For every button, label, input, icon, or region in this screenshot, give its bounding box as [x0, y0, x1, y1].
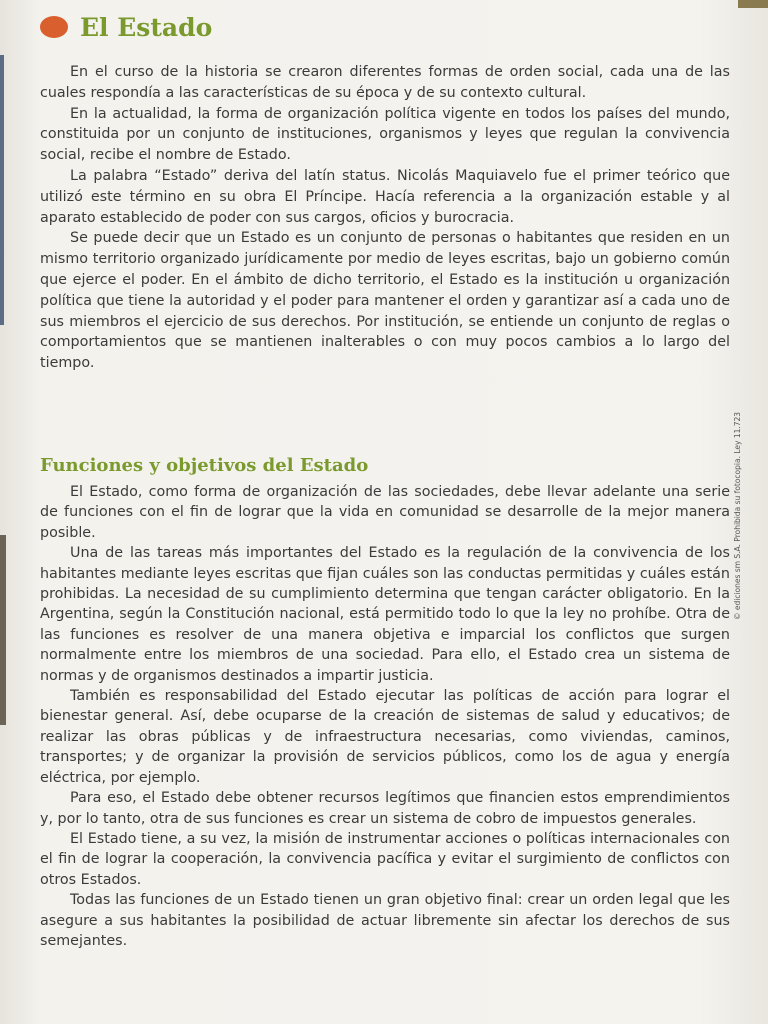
bullet-icon [40, 16, 68, 38]
title-row [40, 12, 212, 42]
background-corner [738, 0, 768, 8]
background-edge-left-top [0, 55, 4, 325]
section-paragraph: El Estado, como forma de organización de las sociedades, debe llevar adelante una serie de funciones con el fin de lograr que la vida en comunidad se desarrolle de la mejor manera posible. [40, 484, 730, 541]
section-paragraph: Una de las tareas más importantes del Estado es la regulación de la convivencia de los habitantes mediante leyes escritas que fijan cuáles son las conductas permitidas y cuáles están prohibidas. La necesidad de su cumplimiento determina que tengan carácter obligatorio. En la Argentina, según la Constitución nacional, está permitido todo lo que la ley no prohíbe. Otra de las funciones es resolver de una manera objetiva e imparcial los conflictos que surgen normalmente entre los miembros de una sociedad. Para ello, el Estado crea un sistema de normas y de organismos destinados a impartir justicia. [40, 545, 730, 684]
intro-paragraph: En la actualidad, la forma de organización política vigente en todos los países del mundo, constituida por un conjunto de instituciones, organismos y leyes que regulan la convivencia social, recibe el nombre de Estado. [40, 105, 730, 164]
section-paragraph: El Estado tiene, a su vez, la misión de instrumentar acciones o políticas internacionales con el fin de lograr la cooperación, la convivencia pacífica y evitar el surgimiento de conflictos con otros Estados. [40, 830, 730, 888]
intro-text [40, 62, 730, 374]
section-paragraph: También es responsabilidad del Estado ejecutar las políticas de acción para lograr el bienestar general. Así, debe ocuparse de la creación de sistemas de salud y educativos; de realizar las obras públicas y de infraestructura necesarias, como viviendas, caminos, transportes; y de organizar la provisión de servicios públicos, como los de agua y energía eléctrica, por ejemplo. [40, 688, 730, 786]
intro-paragraph: La palabra “Estado” deriva del latín status. Nicolás Maquiavelo fue el primer teórico que utilizó este término en su obra El Príncipe. Hacía referencia a la organización estable y al aparato establecido de poder con sus cargos, oficios y burocracia. [40, 167, 730, 226]
copyright-note: © ediciones sm S.A. Prohibida su fotocopia. Ley 11.723 [733, 411, 742, 620]
section-text [40, 482, 730, 951]
intro-paragraph: En el curso de la historia se crearon diferentes formas de orden social, cada una de las cuales respondía a las características de su época y de su contexto cultural. [40, 64, 730, 101]
intro-paragraph: Se puede decir que un Estado es un conjunto de personas o habitantes que residen en un mismo territorio organizado jurídicamente por medio de leyes escritas, bajo un gobierno común que ejerce el poder. En el ámbito de dicho territorio, el Estado es la institución u organización política que tiene la autoridad y el poder para mantener el orden y garantizar así a cada uno de sus miembros el ejercicio de sus derechos. Por institución, se entiende un conjunto de reglas o comportamientos que se mantienen inalterables o con muy pocos cambios a lo largo del tiempo. [40, 230, 730, 372]
section-paragraph: Para eso, el Estado debe obtener recursos legítimos que financien estos emprendimientos y, por lo tanto, otra de sus funciones es crear un sistema de cobro de impuestos generales. [40, 790, 730, 827]
background-edge-left-bottom [0, 535, 6, 725]
page-title: El Estado [80, 12, 213, 42]
section-title: Funciones y objetivos del Estado [40, 455, 369, 476]
section-paragraph: Todas las funciones de un Estado tienen un gran objetivo final: crear un orden legal que les asegure a sus habitantes la posibilidad de actuar libremente sin afectar los derechos de sus semejantes. [40, 892, 730, 949]
